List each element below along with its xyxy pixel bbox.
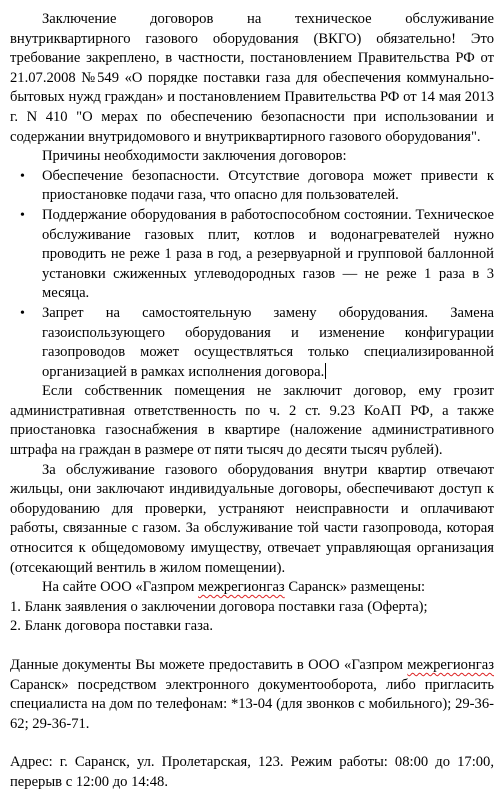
reason-item-maintenance: • Поддержание оборудования в работоспособном состоянии. Техническое обслуживание газовых плит, котлов и водонагревателей нужно проводить не реже 1 раза в год, а резервуарной и групповой баллонной установки сжиженных углеводородных газов — не реже 1 раза в 3 месяца. <box>42 206 494 304</box>
document-page <box>10 10 494 793</box>
doc-item-contract: 2. Бланк договора поставки газа. <box>10 618 214 635</box>
text-cursor <box>325 363 326 379</box>
reason-item-replacement <box>42 304 494 382</box>
reasons-list <box>10 167 494 383</box>
site-text-start: На сайте ООО «Газпром <box>42 579 198 596</box>
address-paragraph: Адрес: г. Саранск, ул. Пролетарская, 123. Режим работы: 08:00 до 17:00, перерыв с 12:00 до 14:48. <box>10 754 494 790</box>
reason-item-safety: • Обеспечение безопасности. Отсутствие договора может привести к приостановке подачи газа, что опасно для пользователей. <box>42 167 494 206</box>
contact-text-end: Саранск» посредством электронного документооборота, либо пригласить специалиста на дом по телефонам: *13-04 (для звонков с мобильного); 29-36-62; 29-36-71. <box>10 676 494 732</box>
doc-item-offer: 1. Бланк заявления о заключении договора поставки газа (Оферта); <box>10 598 428 615</box>
spellcheck-flagged-word[interactable]: межрегионгаз <box>198 579 285 596</box>
intro-paragraph: Заключение договоров на техническое обслуживание внутриквартирного газового оборудования (ВКГО) обязательно! Это требование закреплено, в частности, постановлением Правительства РФ от 21.07.2008 №549 «О порядке поставки газа для обеспечения коммунально-бытовых нужд граждан» и постановлением Правительства РФ от 14 мая 2013 г. N 410 "О мерах по обеспечению безопасности при использовании и содержании внутридомового и внутриквартирного газового оборудования". <box>10 11 494 145</box>
reasons-heading: Причины необходимости заключения договоров: <box>42 148 347 165</box>
contact-paragraph <box>10 656 494 734</box>
blank-line <box>10 734 494 753</box>
site-paragraph <box>10 578 494 598</box>
site-text-end: Саранск» размещены: <box>284 579 426 596</box>
responsibility-paragraph: За обслуживание газового оборудования внутри квартир отвечают жильцы, они заключают индивидуальные договоры, обеспечивают доступ к оборудованию для проверки, устраняют неисправности и оплачивают работы, связанные с газом. За обслуживание той части газопровода, которая относится к общедомовому имуществу, отвечает управляющая организация (отсекающий вентиль в жилом помещении). <box>10 461 494 576</box>
contact-text-start: Данные документы Вы можете предоставить в ООО «Газпром <box>10 657 408 673</box>
reason-item-replacement-text: Запрет на самостоятельную замену оборудования. Замена газоиспользующего оборудования и изменение конфигурации газопроводов может осуществляться только специализированной организацией в рамках исполнения договора. <box>42 304 494 380</box>
spellcheck-flagged-word[interactable]: межрегионгаз <box>407 657 494 673</box>
liability-paragraph: Если собственник помещения не заключит договор, ему грозит административная ответственность по ч. 2 ст. 9.23 КоАП РФ, а также приостановка газоснабжения в квартире (наложение административного штрафа на граждан в размере от пяти тысяч до десяти тысяч рублей). <box>10 383 494 459</box>
blank-line <box>10 637 494 656</box>
